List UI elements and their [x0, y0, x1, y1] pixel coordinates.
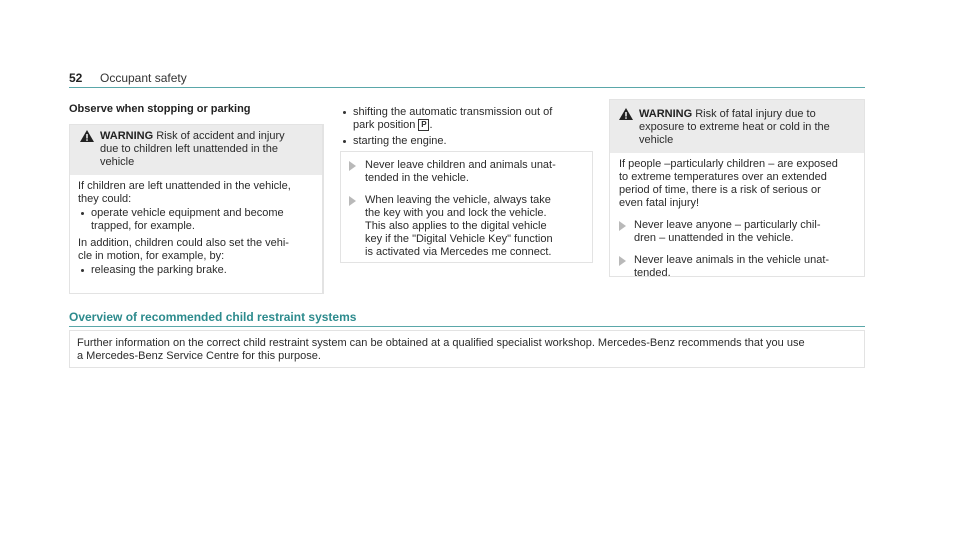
- list-item: [78, 207, 314, 233]
- warning-title-line: Risk of fatal injury due to: [695, 108, 816, 120]
- overview-text-line: a Mercedes-Benz Service Centre for this purpose.: [77, 350, 321, 362]
- overview-heading: Overview of recommended child restraint systems: [69, 310, 357, 324]
- instruction-step: [341, 152, 592, 185]
- paragraph-line: If people –particularly children – are exposed: [619, 158, 838, 170]
- paragraph-line: even fatal injury!: [619, 197, 700, 209]
- instruction-text: the key with you and lock the vehicle.: [365, 207, 547, 219]
- col1-heading: Observe when stopping or parking: [69, 103, 251, 115]
- park-position-symbol: P: [418, 119, 429, 131]
- instruction-text: When leaving the vehicle, always take: [365, 194, 551, 206]
- instruction-text: Never leave animals in the vehicle unat-: [634, 254, 830, 266]
- list-item: [340, 135, 595, 148]
- instruction-text: This also applies to the digital vehicle: [365, 220, 547, 232]
- warning-header: [610, 100, 864, 153]
- list-item: [78, 264, 314, 277]
- warning-box-extreme-temperature: [609, 99, 865, 277]
- warning-icon: [80, 130, 94, 142]
- paragraph-line: they could:: [78, 193, 132, 205]
- column-divider: [323, 124, 324, 294]
- instruction-text: key if the "Digital Vehicle Key" function: [365, 233, 553, 245]
- step-arrow-icon: [619, 256, 626, 266]
- page-number: 52: [69, 71, 83, 85]
- warning-title-line: exposure to extreme heat or cold in the: [639, 121, 830, 133]
- list-item-text: starting the engine.: [353, 135, 447, 147]
- instruction-step: [341, 185, 592, 259]
- warning-box-children: [69, 124, 323, 294]
- step-arrow-icon: [619, 221, 626, 231]
- instruction-text: Never leave children and animals unat-: [365, 159, 556, 171]
- paragraph-line: period of time, there is a risk of serious or: [619, 184, 821, 196]
- warning-header: [70, 125, 322, 175]
- instruction-text: is activated via Mercedes me connect.: [365, 246, 552, 258]
- warning-title-line: vehicle: [100, 156, 135, 168]
- instruction-text: Never leave anyone – particularly chil-: [634, 219, 821, 231]
- instruction-step: [610, 245, 864, 280]
- paragraph-line: to extreme temperatures over an extended: [619, 171, 827, 183]
- warning-label: WARNING: [639, 108, 693, 120]
- list-item-text: park position P .: [353, 119, 433, 131]
- paragraph-line: cle in motion, for example, by:: [78, 250, 225, 262]
- instruction-text: tended.: [634, 267, 671, 279]
- instruction-text: dren – unattended in the vehicle.: [634, 232, 794, 244]
- step-arrow-icon: [349, 161, 356, 171]
- warning-icon: [619, 108, 633, 120]
- overview-box: [69, 330, 865, 368]
- step-arrow-icon: [349, 196, 356, 206]
- paragraph-line: If children are left unattended in the vehicle,: [78, 180, 291, 192]
- section-title: Occupant safety: [100, 71, 187, 85]
- list-item-text: releasing the parking brake.: [91, 264, 227, 276]
- list-item: [340, 106, 595, 132]
- list-item-text: shifting the automatic transmission out of: [353, 106, 553, 118]
- instruction-text: tended in the vehicle.: [365, 172, 469, 184]
- list-item-text: trapped, for example.: [91, 220, 195, 232]
- list-item-text: operate vehicle equipment and become: [91, 207, 284, 219]
- col2-list: [340, 106, 595, 148]
- warning-title-line: due to children left unattended in the: [100, 143, 278, 155]
- instruction-box: [340, 151, 593, 263]
- instruction-step: [610, 210, 864, 245]
- overview-divider: [69, 326, 865, 327]
- header-divider: [69, 87, 865, 88]
- warning-title-line: Risk of accident and injury: [156, 130, 285, 142]
- paragraph-line: In addition, children could also set the vehi-: [78, 237, 289, 249]
- overview-text-line: Further information on the correct child restraint system can be obtained at a qualified specialist workshop. Mercedes-Benz recommends that you use: [77, 337, 805, 349]
- warning-title-line: vehicle: [639, 134, 674, 146]
- warning-label: WARNING: [100, 130, 154, 142]
